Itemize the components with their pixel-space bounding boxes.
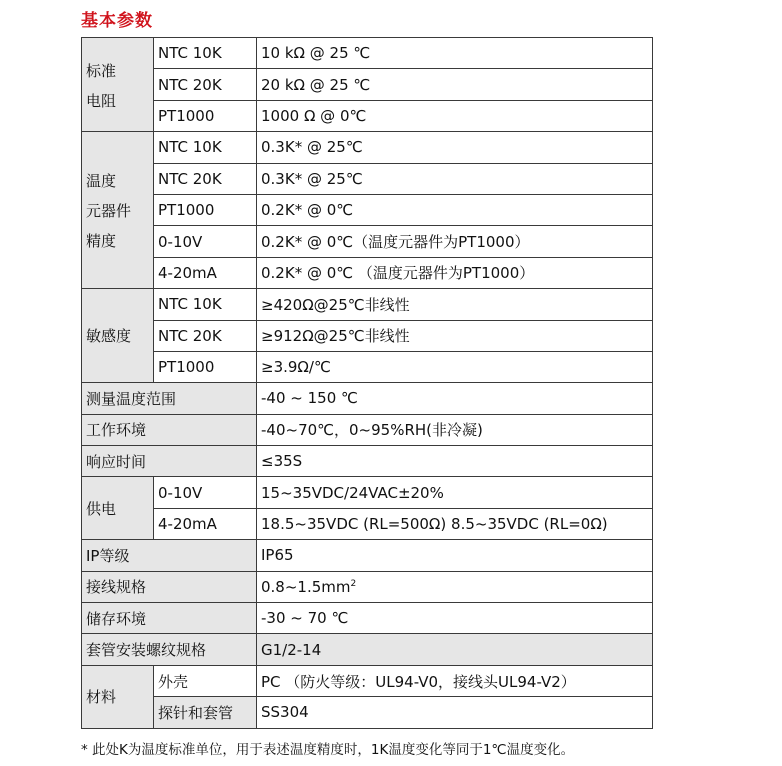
cell-value: 0.2K* @ 0℃（温度元器件为PT1000） (257, 226, 653, 257)
cell-type: NTC 10K (154, 38, 257, 69)
cell-type: NTC 10K (154, 289, 257, 320)
wiring-value: 0.8~1.5mm (261, 577, 351, 596)
cell-value: ≥912Ω@25℃非线性 (257, 320, 653, 351)
cell-type: NTC 10K (154, 132, 257, 163)
table-row (82, 132, 653, 163)
cell-type: PT1000 (154, 194, 257, 225)
table-row (82, 69, 653, 100)
label-line: 标准 (86, 61, 117, 80)
table-row (82, 540, 653, 571)
table-row (82, 289, 653, 320)
cell-type: 4-20mA (154, 508, 257, 539)
cell-value: 0.2K* @ 0℃ (257, 194, 653, 225)
table-row (82, 508, 653, 539)
cell-type: 4-20mA (154, 257, 257, 288)
cell-value: 1000 Ω @ 0℃ (257, 100, 653, 131)
label-line: 电阻 (86, 91, 117, 110)
table-row (82, 163, 653, 194)
cell-value: ≥3.9Ω/℃ (257, 351, 653, 382)
row-label-thread: 套管安装螺纹规格 (82, 634, 257, 665)
row-label-material: 材料 (82, 665, 154, 728)
section-title: 基本参数 (81, 11, 153, 31)
superscript: 2 (350, 578, 357, 589)
table-row (82, 257, 653, 288)
table-row (82, 320, 653, 351)
row-label-work-env: 工作环境 (82, 414, 257, 445)
label-line: 精度 (86, 232, 117, 251)
table-row (82, 38, 653, 69)
cell-value: 15~35VDC/24VAC±20% (257, 477, 653, 508)
table-row (82, 226, 653, 257)
table-row (82, 665, 653, 696)
table-row (82, 446, 653, 477)
cell-value: -40~70℃，0~95%RH(非冷凝) (257, 414, 653, 445)
row-label-wiring: 接线规格 (82, 571, 257, 602)
cell-type: 探针和套管 (154, 697, 257, 728)
cell-value: -30 ~ 70 ℃ (257, 603, 653, 634)
cell-value: 0.3K* @ 25℃ (257, 163, 653, 194)
cell-type: 0-10V (154, 226, 257, 257)
cell-type: NTC 20K (154, 163, 257, 194)
row-label-sensitivity: 敏感度 (82, 289, 154, 383)
spec-table (81, 37, 653, 729)
label-line: 元器件 (86, 202, 132, 221)
cell-value: G1/2-14 (257, 634, 653, 665)
row-label-ip: IP等级 (82, 540, 257, 571)
cell-type: 外壳 (154, 665, 257, 696)
cell-type: PT1000 (154, 100, 257, 131)
cell-type: NTC 20K (154, 320, 257, 351)
cell-value (257, 571, 653, 602)
row-label-measure-range: 测量温度范围 (82, 383, 257, 414)
cell-value: ≥420Ω@25℃非线性 (257, 289, 653, 320)
table-row (82, 571, 653, 602)
cell-value: 0.3K* @ 25℃ (257, 132, 653, 163)
row-label-response: 响应时间 (82, 446, 257, 477)
row-label-resistance (82, 38, 154, 132)
cell-value: -40 ~ 150 ℃ (257, 383, 653, 414)
table-row (82, 634, 653, 665)
table-row (82, 697, 653, 728)
cell-value: SS304 (257, 697, 653, 728)
table-row (82, 351, 653, 382)
cell-type: NTC 20K (154, 69, 257, 100)
cell-value: 10 kΩ @ 25 ℃ (257, 38, 653, 69)
row-label-storage: 储存环境 (82, 603, 257, 634)
cell-value: PC （防火等级：UL94-V0，接线头UL94-V2） (257, 665, 653, 696)
table-row (82, 477, 653, 508)
cell-type: PT1000 (154, 351, 257, 382)
row-label-accuracy (82, 132, 154, 289)
footnote: * 此处K为温度标准单位，用于表述温度精度时，1K温度变化等同于1℃温度变化。 (81, 742, 575, 758)
cell-type: 0-10V (154, 477, 257, 508)
cell-value: ≤35S (257, 446, 653, 477)
cell-value: 20 kΩ @ 25 ℃ (257, 69, 653, 100)
table-row (82, 414, 653, 445)
row-label-power: 供电 (82, 477, 154, 540)
table-row (82, 100, 653, 131)
cell-value: 18.5~35VDC (RL=500Ω) 8.5~35VDC (RL=0Ω) (257, 508, 653, 539)
table-row (82, 383, 653, 414)
cell-value: IP65 (257, 540, 653, 571)
cell-value: 0.2K* @ 0℃ （温度元器件为PT1000） (257, 257, 653, 288)
label-line: 温度 (86, 172, 117, 191)
table-row (82, 603, 653, 634)
table-row (82, 194, 653, 225)
